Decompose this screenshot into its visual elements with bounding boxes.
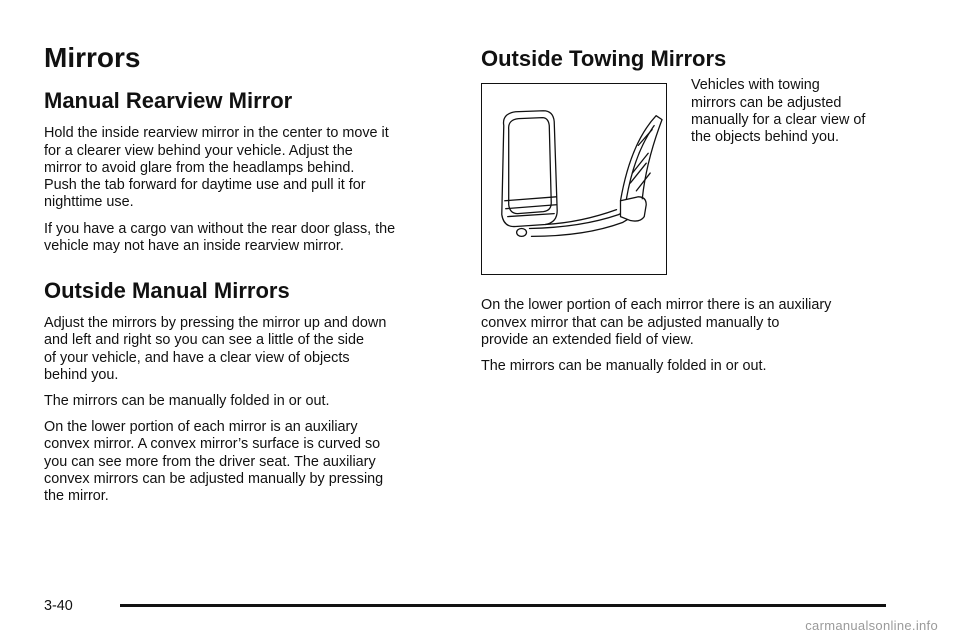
page-title: Mirrors	[44, 42, 141, 73]
right-column	[481, 38, 921, 384]
left-column	[44, 38, 448, 514]
manual-rearview-heading: Manual Rearview Mirror	[44, 88, 293, 114]
manual-rearview-paragraph-2: If you have a cargo van without the rear door glass, the vehicle may not have an inside rearview mirror.	[44, 220, 396, 254]
outside-manual-paragraph-1: Adjust the mirrors by pressing the mirror up and down and left and right so you can see a little of the side of your vehicle, and have a clear view of objects behind you.	[44, 315, 387, 383]
towing-mirrors-paragraph-1: On the lower portion of each mirror there is an auxiliary convex mirror that can be adjusted manually to provide an extended field of view.	[481, 297, 832, 348]
towing-mirrors-heading: Outside Towing Mirrors	[481, 46, 727, 71]
outside-manual-heading: Outside Manual Mirrors	[44, 277, 290, 303]
section-gap	[44, 264, 448, 278]
outside-manual-paragraph-3: On the lower portion of each mirror is an auxiliary convex mirror. A convex mirror’s surface is curved so you can see more from the driver seat. The auxiliary convex mirrors can be adjusted manually by pressing the mirror.	[44, 419, 384, 505]
watermark-text: carmanualsonline.info	[805, 618, 938, 633]
figure-caption: Vehicles with towing mirrors can be adjusted manually for a clear view of the objects behind you.	[691, 77, 866, 145]
footer-rule	[120, 604, 886, 607]
towing-mirror-illustration-icon	[481, 83, 667, 275]
page-number: 3-40	[44, 598, 73, 614]
manual-rearview-paragraph-1: Hold the inside rearview mirror in the center to move it for a clearer view behind your vehicle. Adjust the mirror to avoid glare from the headlamps behind. Push the tab forward for daytime use and pull it for nighttime use.	[44, 125, 389, 211]
towing-mirrors-paragraph-2: The mirrors can be manually folded in or out.	[481, 357, 767, 374]
outside-manual-paragraph-2: The mirrors can be manually folded in or out.	[44, 393, 330, 410]
figure-row	[481, 77, 921, 279]
